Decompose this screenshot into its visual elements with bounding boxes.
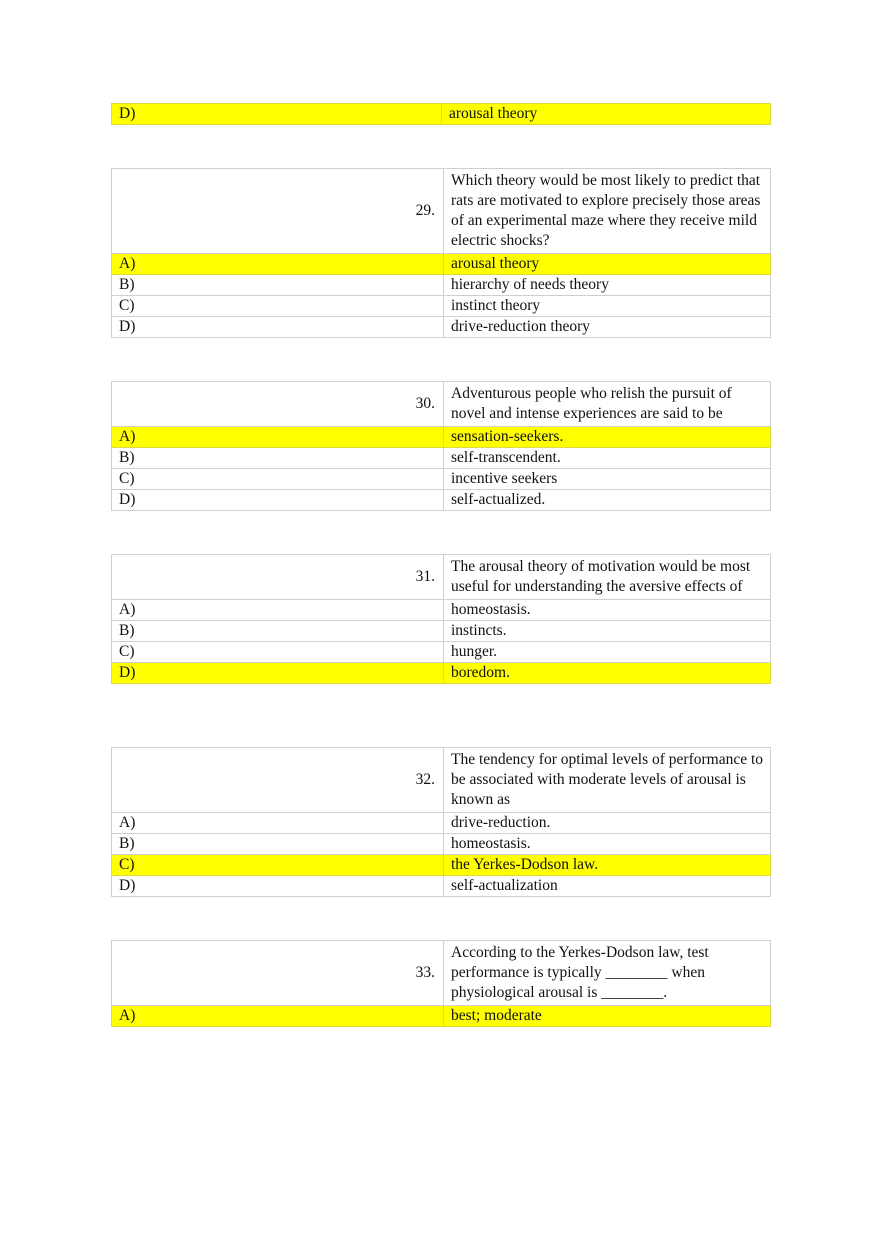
- question-text: According to the Yerkes-Dodson law, test performance is typically ________ when physiological arousal is ________.: [444, 941, 771, 1006]
- option-row-highlighted: [112, 427, 771, 448]
- option-label: B): [112, 448, 444, 469]
- option-text: self-transcendent.: [444, 448, 771, 469]
- question-row: [112, 748, 771, 813]
- option-text: boredom.: [444, 663, 771, 684]
- option-text: hunger.: [444, 642, 771, 663]
- question-number: 29.: [112, 169, 444, 254]
- option-text: instincts.: [444, 621, 771, 642]
- question-number: 33.: [112, 941, 444, 1006]
- option-row: [112, 642, 771, 663]
- question-28-continuation: [111, 103, 771, 125]
- option-text: incentive seekers: [444, 469, 771, 490]
- question-row: [112, 941, 771, 1006]
- option-text: instinct theory: [444, 296, 771, 317]
- option-row: [112, 448, 771, 469]
- option-row: [112, 600, 771, 621]
- option-row: [112, 275, 771, 296]
- option-row: [112, 490, 771, 511]
- option-row: [112, 469, 771, 490]
- option-text: self-actualization: [444, 876, 771, 897]
- question-text: Adventurous people who relish the pursuit of novel and intense experiences are said to be: [444, 382, 771, 427]
- option-label: D): [112, 104, 442, 125]
- option-label: A): [112, 600, 444, 621]
- option-label: C): [112, 855, 444, 876]
- option-row: [112, 296, 771, 317]
- option-text: the Yerkes-Dodson law.: [444, 855, 771, 876]
- option-row-highlighted: [112, 1006, 771, 1027]
- option-row: [112, 876, 771, 897]
- option-label: D): [112, 663, 444, 684]
- option-row-highlighted: [112, 663, 771, 684]
- option-row-highlighted: [112, 104, 771, 125]
- question-29: [111, 168, 771, 338]
- question-row: [112, 555, 771, 600]
- option-label: A): [112, 1006, 444, 1027]
- option-label: B): [112, 621, 444, 642]
- option-row: [112, 317, 771, 338]
- question-row: [112, 169, 771, 254]
- question-text: The tendency for optimal levels of performance to be associated with moderate levels of arousal is known as: [444, 748, 771, 813]
- option-text: best; moderate: [444, 1006, 771, 1027]
- option-text: homeostasis.: [444, 834, 771, 855]
- option-label: A): [112, 427, 444, 448]
- question-31: [111, 554, 771, 684]
- option-text: homeostasis.: [444, 600, 771, 621]
- option-label: A): [112, 254, 444, 275]
- option-row: [112, 813, 771, 834]
- question-32: [111, 747, 771, 897]
- option-text: self-actualized.: [444, 490, 771, 511]
- question-row: [112, 382, 771, 427]
- option-label: B): [112, 275, 444, 296]
- option-label: A): [112, 813, 444, 834]
- option-text: hierarchy of needs theory: [444, 275, 771, 296]
- question-33: [111, 940, 771, 1027]
- option-label: B): [112, 834, 444, 855]
- option-row: [112, 834, 771, 855]
- option-row-highlighted: [112, 254, 771, 275]
- option-text: drive-reduction theory: [444, 317, 771, 338]
- option-label: C): [112, 469, 444, 490]
- question-text: The arousal theory of motivation would be most useful for understanding the aversive effects of: [444, 555, 771, 600]
- option-text: sensation-seekers.: [444, 427, 771, 448]
- option-text: arousal theory: [442, 104, 771, 125]
- option-text: drive-reduction.: [444, 813, 771, 834]
- question-text: Which theory would be most likely to predict that rats are motivated to explore precisely those areas of an experimental maze where they receive mild electric shocks?: [444, 169, 771, 254]
- question-number: 32.: [112, 748, 444, 813]
- question-number: 30.: [112, 382, 444, 427]
- option-label: D): [112, 876, 444, 897]
- option-label: D): [112, 490, 444, 511]
- question-number: 31.: [112, 555, 444, 600]
- question-30: [111, 381, 771, 511]
- option-label: C): [112, 642, 444, 663]
- option-label: D): [112, 317, 444, 338]
- option-row-highlighted: [112, 855, 771, 876]
- option-text: arousal theory: [444, 254, 771, 275]
- option-row: [112, 621, 771, 642]
- option-label: C): [112, 296, 444, 317]
